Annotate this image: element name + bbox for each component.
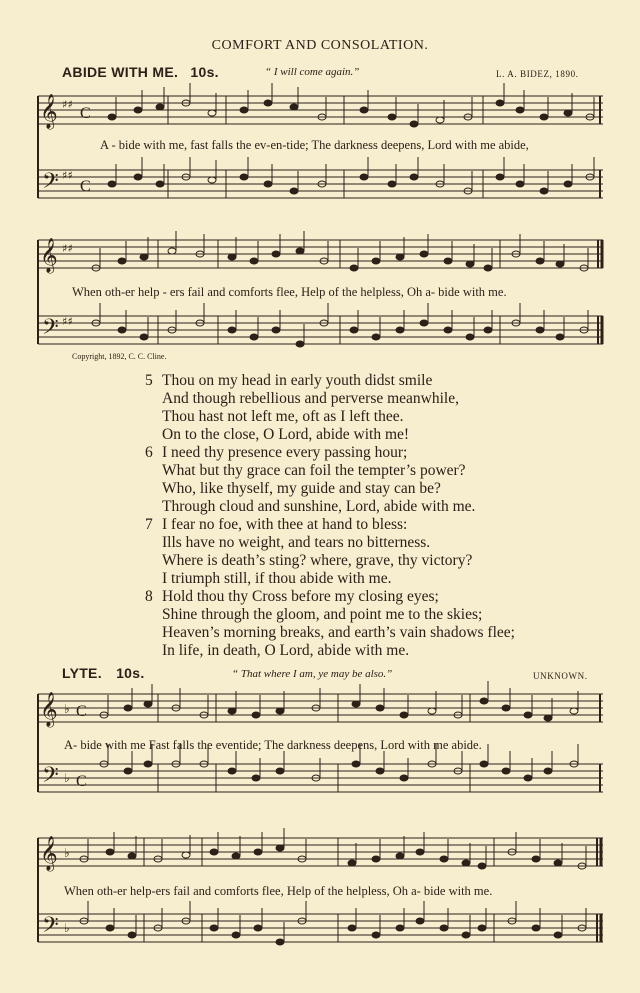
svg-text:♭: ♭: [64, 702, 70, 716]
hymn2-motto: “ That where I am, ye may be also.”: [232, 668, 393, 680]
svg-text:♭: ♭: [64, 846, 70, 860]
hymn1-motto: “ I will come again.”: [265, 66, 360, 78]
svg-text:𝄞: 𝄞: [40, 836, 58, 871]
verse-line: Heaven’s morning breaks, and earth’s vain shadows flee;: [162, 624, 515, 641]
hymn1-lyrics-line2: When oth-er help - ers fail and comforts flee, Help of the helpless, Oh a- bide with me.: [72, 285, 507, 299]
hymn2-tune: LYTE.: [62, 665, 102, 681]
verse-line: And though rebellious and perverse meanwhile,: [162, 390, 459, 407]
verse-number: 7: [145, 516, 153, 533]
verse-line: On to the close, O Lord, abide with me!: [162, 426, 410, 443]
svg-text:𝄞: 𝄞: [40, 238, 58, 273]
hymn1-tune: ABIDE WITH ME.: [62, 64, 179, 80]
hymn1-copyright: Copyright, 1892, C. C. Cline.: [72, 352, 167, 361]
verse-number: 5: [145, 372, 153, 389]
svg-text:♭: ♭: [64, 921, 70, 935]
svg-text:𝄞: 𝄞: [40, 94, 58, 129]
svg-text:𝄢: 𝄢: [42, 913, 59, 943]
svg-text:♯♯: ♯♯: [62, 169, 73, 182]
svg-text:C: C: [80, 105, 91, 122]
svg-text:♯♯: ♯♯: [62, 242, 73, 255]
page-header: COMFORT AND CONSOLATION.: [211, 38, 429, 53]
verse-line: I fear no foe, with thee at hand to bless:: [162, 516, 408, 533]
verse-number: 6: [145, 444, 153, 461]
verse-line: Thou on my head in early youth didst smile: [162, 372, 433, 389]
svg-text:𝄢: 𝄢: [42, 763, 59, 793]
verse-line: Shine through the gloom, and point me to the skies;: [162, 606, 483, 623]
verse-line: I need thy presence every passing hour;: [162, 444, 408, 461]
svg-text:C: C: [80, 178, 91, 195]
hymn2-composer: UNKNOWN.: [533, 671, 588, 681]
verse-line: Where is death’s sting? where, grave, thy victory?: [162, 552, 473, 569]
hymn2-tune-name: [62, 665, 145, 681]
verse-line: Who, like thyself, my guide and stay can be?: [162, 480, 441, 497]
hymn2-meter: 10s.: [116, 665, 145, 681]
verse-line: I triumph still, if thou abide with me.: [162, 570, 392, 587]
hymn2-lyrics-line2: When oth-er help-ers fail and comforts flee, Help of the helpless, Oh a- bide with me.: [64, 884, 493, 898]
verse-line: Thou hast not left me, oft as I left thee.: [162, 408, 404, 425]
verse-line: Hold thou thy Cross before my closing eyes;: [162, 588, 439, 605]
hymn1-lyrics-line1: A - bide with me, fast falls the ev-en-tide; The darkness deepens, Lord with me abide,: [100, 138, 529, 152]
verse-line: Through cloud and sunshine, Lord, abide with me.: [162, 498, 476, 515]
svg-text:𝄢: 𝄢: [42, 169, 59, 199]
hymn2-lyrics-line1: A- bide with me Fast falls the eventide; The darkness deepens, Lord with me abide.: [64, 738, 482, 752]
svg-text:♯♯: ♯♯: [62, 315, 73, 328]
hymn1-tune-name: [62, 64, 219, 80]
verse-line: Ills have no weight, and tears no bitterness.: [162, 534, 431, 551]
svg-text:𝄞: 𝄞: [40, 692, 58, 727]
svg-text:♯♯: ♯♯: [62, 98, 73, 111]
hymn1-meter: 10s.: [190, 64, 219, 80]
verse-line: What but thy grace can foil the tempter’s power?: [162, 462, 466, 479]
verse-number: 8: [145, 588, 153, 605]
hymn1-composer: L. A. BIDEZ, 1890.: [496, 69, 579, 79]
svg-text:𝄢: 𝄢: [42, 315, 59, 345]
svg-text:C: C: [76, 703, 87, 720]
verse-line: In life, in death, O Lord, abide with me.: [162, 642, 410, 659]
svg-text:C: C: [76, 773, 87, 790]
svg-text:♭: ♭: [64, 771, 70, 785]
